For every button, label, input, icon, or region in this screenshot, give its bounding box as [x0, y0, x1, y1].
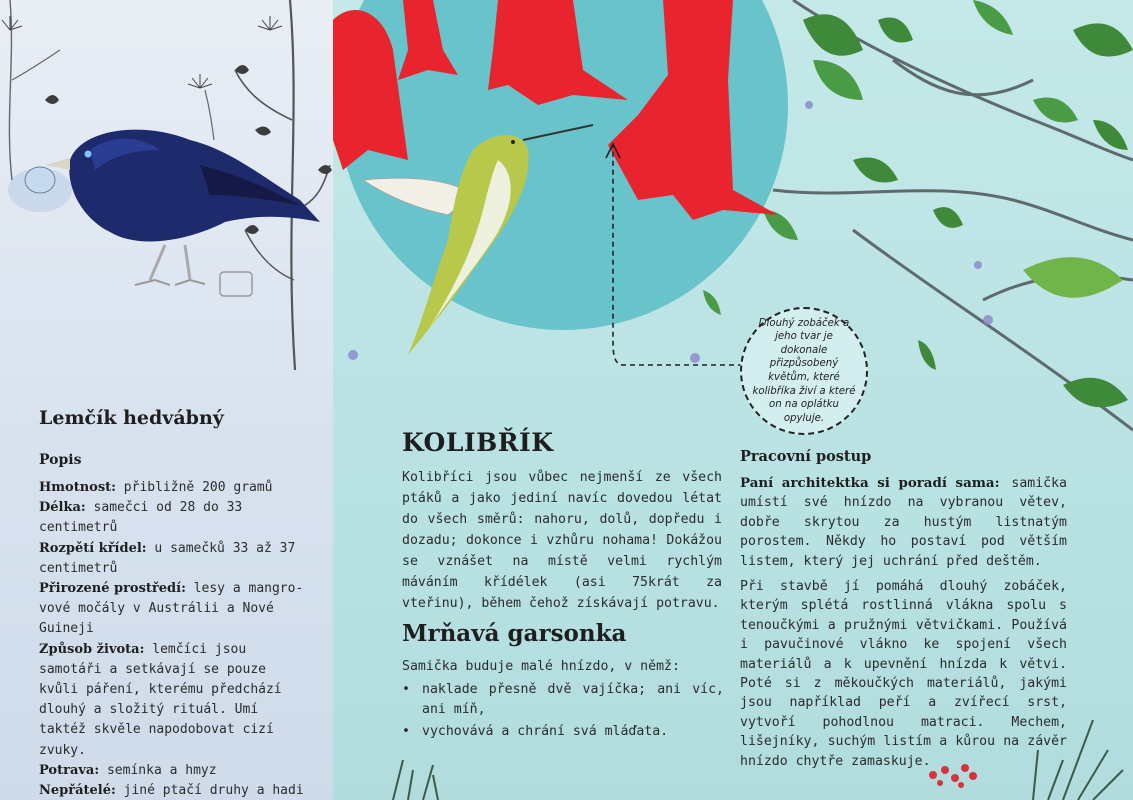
mrnava-list — [402, 680, 724, 744]
bullet-icon: • — [402, 724, 410, 739]
fact-enemies: Nepřátelé: jiné ptačí druhy a hadi — [39, 783, 304, 799]
postup-paragraph: Paní architektka si poradí sama: samička umístí své hnízdo na vybranou větev, dobře skrytou za hustým listnatým porostem. Někdy ho postaví pod větším listem, který jej uchrání před deštěm. — [740, 475, 1067, 569]
fact-food: Potrava: semínka a hmyz — [39, 762, 217, 778]
postup-text — [740, 474, 1067, 777]
bullet-icon: • — [402, 682, 410, 697]
species-name: Lemčík hedvábný — [39, 407, 224, 429]
beak-callout — [740, 307, 868, 435]
species-facts — [39, 478, 307, 800]
mrnava-heading: Mrňavá garsonka — [402, 620, 627, 647]
beak-callout-text: Dlouhý zobáček a jeho tvar je dokonale přizpůsobený květům, které kolibříka živí a které on na oplátku opyluje. — [752, 317, 856, 424]
kolibrik-text: Kolibříci jsou vůbec nejmenší ze všech ptáků a jako jediní navíc dovedou létat do všech směrů: nahoru, dolů, dopředu i dozadu; dokonce i vzhůru nohama! Dokážou se vznášet na místě velmi rychlým máváním křídélek (asi 75krát za vteřinu), během čehož získávají potravu. — [402, 470, 722, 611]
species-subtitle: Popis — [39, 452, 82, 468]
fact-wingspan: Rozpětí křídel: u samečků 33 až 37 centimetrů — [39, 540, 296, 576]
fact-weight: Hmotnost: přibližně 200 gramů — [39, 480, 273, 495]
fact-habitat: Přirozené prostředí: lesy a mangrovové močály v Austrálii a Nové Guineji — [39, 581, 304, 637]
postup-paragraph: Při stavbě jí pomáhá dlouhý zobáček, kterým splétá rostlinná vlákna spolu s tenoučkými a pružnými větvičkami. Používá i pavučinové vlákno ke spojení všech materiálů a k upevnění hnízda k větvi. Poté si z měkoučkých materiálů, jakými jsou například peří a zvířecí srst, vytvoří pohodlnou matraci. Mechem, lišejníky, suchým listím a kůrou na závěr hnízdo chytře zamaskuje. — [740, 579, 1067, 769]
fact-length: Délka: samečci od 28 do 33 centimetrů — [39, 500, 243, 536]
list-item: • naklade přesně dvě vajíčka; ani víc, ani míň, — [402, 682, 724, 717]
list-item: • vychovává a chrání svá mláďata. — [402, 722, 724, 742]
fact-lifestyle: Způsob života: lemčíci jsou samotáři a setkávají se pouze kvůli páření, kterému předchází dlouhý a složitý rituál. Umí taktéž skvěle napodobovat cizí zvuky. — [39, 641, 282, 758]
mrnava-intro: Samička buduje malé hnízdo, v němž: — [402, 659, 680, 674]
postup-heading: Pracovní postup — [740, 448, 872, 465]
kolibrik-heading: KOLIBŘÍK — [402, 428, 554, 457]
left-panel — [0, 0, 333, 800]
